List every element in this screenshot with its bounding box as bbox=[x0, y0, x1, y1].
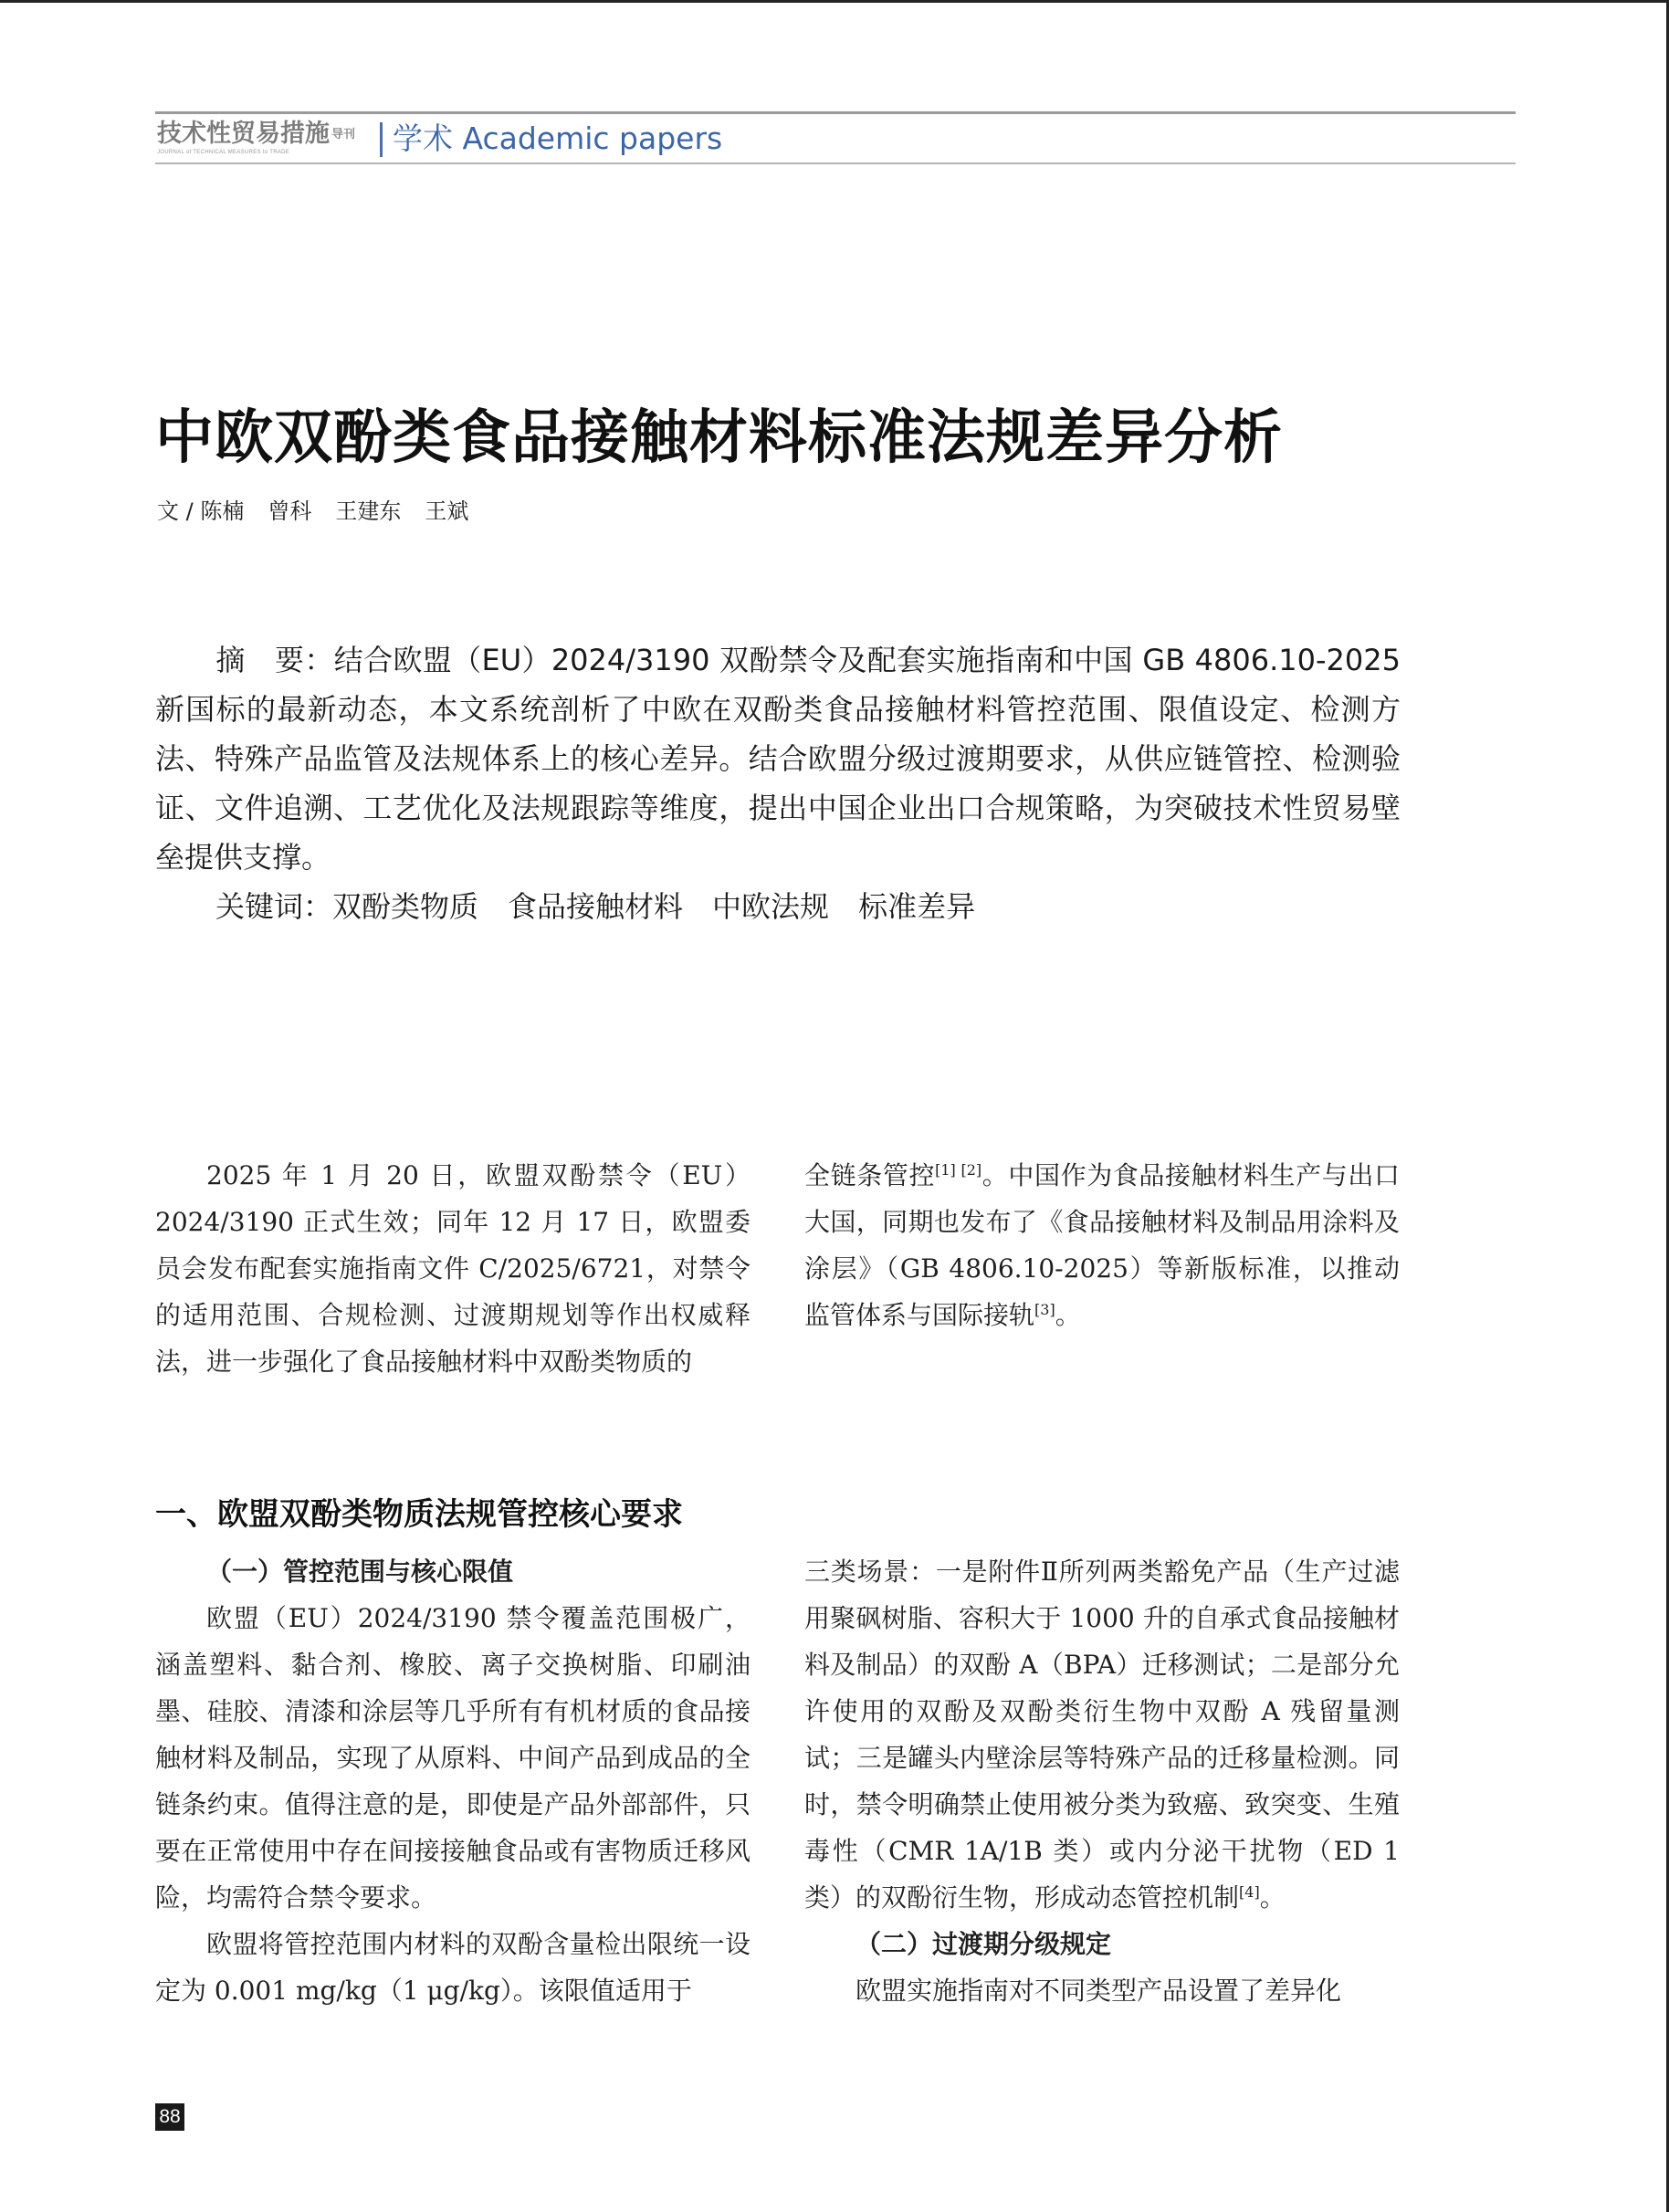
keyword: 标准差异 bbox=[858, 889, 976, 924]
article-title: 中欧双酚类食品接触材料标准法规差异分析 bbox=[155, 404, 1283, 472]
body-column-right bbox=[804, 1548, 1400, 2014]
header-divider bbox=[380, 122, 383, 157]
author-name: 王斌 bbox=[425, 498, 469, 524]
body-paragraph-continued: 三类场景：一是附件Ⅱ所列两类豁免产品（生产过滤用聚砜树脂、容积大于 1000 升的自承式食品接触材料及制品）的双酚 A（BPA）迁移测试；二是部分允许使用的双酚及双酚类衍生物中双酚 A 残留量测试；三是罐头内壁涂层等特殊产品的迁移量检测。同时，禁令明确禁止使用被分类为致癌、致突变、生殖毒性（CMR 1A/1B 类）或内分泌干扰物（ED 1 类）的双酚衍生物，形成动态管控机制[4]。 bbox=[804, 1557, 1400, 1913]
journal-english-name: JOURNAL of TECHNICAL MEASURES to TRADE bbox=[157, 149, 290, 155]
subsection-heading: （一）管控范围与核心限值 bbox=[206, 1557, 514, 1587]
intro-column-left bbox=[155, 1152, 751, 1385]
body-paragraph: 欧盟实施指南对不同类型产品设置了差异化 bbox=[855, 1976, 1342, 2006]
page-number: 88 bbox=[155, 2103, 184, 2131]
body-paragraph: 欧盟（EU）2024/3190 禁令覆盖范围极广，涵盖塑料、黏合剂、橡胶、离子交换树脂、印刷油墨、硅胶、清漆和涂层等几乎所有有机材质的食品接触材料及制品，实现了从原料、中间产品到成品的全链条约束。值得注意的是，即使是产品外部部件，只要在正常使用中存在间接接触食品或有害物质迁移风险，均需符合禁令要求。 bbox=[155, 1603, 751, 1913]
keyword: 中欧法规 bbox=[712, 889, 830, 924]
body-paragraph: 欧盟将管控范围内材料的双酚含量检出限统一设定为 0.001 mg/kg（1 μg/kg）。该限值适用于 bbox=[155, 1929, 751, 2006]
frame-top-border bbox=[0, 0, 1669, 3]
header-rule-bottom bbox=[155, 162, 1516, 164]
keywords-label: 关键词： bbox=[215, 889, 333, 924]
keywords bbox=[215, 882, 1004, 931]
citation: [4] bbox=[1239, 1883, 1260, 1901]
abstract bbox=[155, 635, 1401, 882]
intro-column-right bbox=[804, 1152, 1400, 1338]
author-name: 陈楠 bbox=[200, 498, 245, 524]
author-name: 王建东 bbox=[335, 498, 402, 524]
header-rule-top bbox=[155, 111, 1516, 114]
subsection-heading: （二）过渡期分级规定 bbox=[855, 1929, 1112, 1959]
keyword: 双酚类物质 bbox=[332, 889, 479, 924]
keyword: 食品接触材料 bbox=[508, 889, 684, 924]
body-column-left bbox=[155, 1548, 751, 2014]
citation: [3] bbox=[1034, 1301, 1055, 1318]
running-header bbox=[155, 108, 1516, 164]
abstract-label: 摘 要： bbox=[215, 643, 334, 677]
abstract-text: 结合欧盟（EU）2024/3190 双酚禁令及配套实施指南和中国 GB 4806.10-2025 新国标的最新动态，本文系统剖析了中欧在双酚类食品接触材料管控范围、限值设定、检测方法、特殊产品监管及法规体系上的核心差异。结合欧盟分级过渡期要求，从供应链管控、检测验证、文件追溯、工艺优化及法规跟踪等维度，提出中国企业出口合规策略，为突破技术性贸易壁垒提供支撑。 bbox=[155, 643, 1401, 875]
intro-paragraph: 2025 年 1 月 20 日，欧盟双酚禁令（EU）2024/3190 正式生效；同年 12 月 17 日，欧盟委员会发布配套实施指南文件 C/2025/6721，对禁令的适用范围、合规检测、过渡期规划等作出权威释法，进一步强化了食品接触材料中双酚类物质的 bbox=[155, 1160, 751, 1377]
section-heading: 一、欧盟双酚类物质法规管控核心要求 bbox=[155, 1496, 683, 1533]
author-line bbox=[157, 493, 492, 525]
journal-tag: 导刊 bbox=[331, 127, 356, 142]
journal-logo bbox=[157, 121, 378, 159]
author-name: 曾科 bbox=[268, 498, 312, 524]
intro-paragraph-continued: 全链条管控[1] [2]。中国作为食品接触材料生产与出口大国，同期也发布了《食品接触材料及制品用涂料及涂层》（GB 4806.10-2025）等新版标准，以推动监管体系与国际接轨[3]。 bbox=[804, 1160, 1400, 1330]
journal-name: 技术性贸易措施 bbox=[157, 120, 330, 148]
section-tag: 学术 Academic papers bbox=[393, 121, 723, 156]
citation: [1] [2] bbox=[935, 1161, 982, 1179]
author-prefix: 文 / bbox=[157, 498, 201, 524]
